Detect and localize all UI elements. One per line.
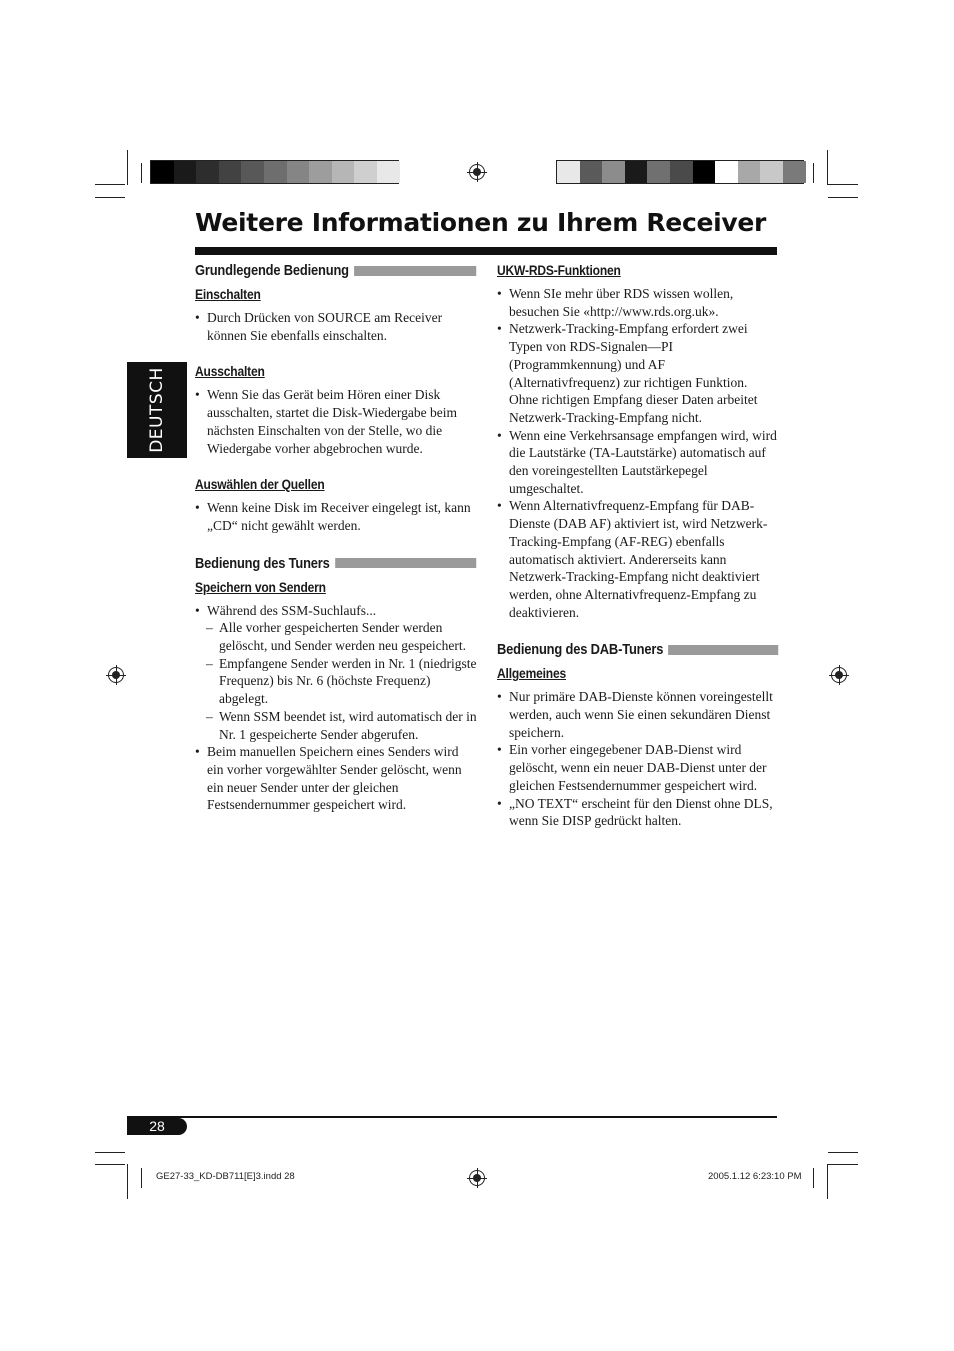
list-item: • Wenn Alternativfrequenz-Empfang für DAB-Dienste (DAB AF) aktiviert ist, wird Netzwerk-Tracking-Empfang (AF-REG) ebenfalls automatisch aktiviert. Andererseits kann Netzwerk-Tracking-Empfang nicht deaktiviert werden, ohne Alternativfrequenz-Empfang zu deaktivieren. (497, 497, 779, 621)
registration-mark-icon (469, 1170, 485, 1186)
slug-date: 2005.1.12 6:23:10 PM (708, 1171, 802, 1182)
heading-bar (668, 645, 778, 655)
color-swatch (264, 161, 287, 183)
list-item: • Wenn Sie das Gerät beim Hören einer Disk ausschalten, startet die Disk-Wiedergabe beim nächsten Einschalten von der Stelle, wo die Wiedergabe vorher abgebrochen wurde. (195, 386, 477, 457)
crop-mark (141, 163, 142, 183)
crop-mark (141, 1168, 142, 1188)
subsection-title: Speichern von Sendern (195, 578, 326, 595)
color-swatch (332, 161, 355, 183)
crop-mark (827, 1164, 828, 1199)
list-item: • Wenn eine Verkehrsansage empfangen wird, wird die Lautstärke (TA-Lautstärke) automatisch auf den voreingestellten Lautstärkepegel umgeschaltet. (497, 427, 779, 498)
subsection-title: Allgemeines (497, 665, 567, 682)
footer-rule (127, 1116, 777, 1118)
list-item: • Netzwerk-Tracking-Empfang erfordert zwei Typen von RDS-Signalen—PI (Programmkennung) und AF (Alternativfrequenz) zur richtigen Funktion. Ohne richtigen Empfang dieser Daten arbeitet Netzwerk-Tracking-Empfang nicht. (497, 320, 779, 426)
list-item: • „NO TEXT“ erscheint für den Dienst ohne DLS, wenn Sie DISP gedrückt halten. (497, 795, 779, 830)
subsection-title: Auswählen der Quellen (195, 476, 325, 493)
registration-mark-icon (469, 164, 485, 180)
dash-marker: – (206, 708, 213, 724)
list-item: • Beim manuellen Speichern eines Senders wird ein vorher vorgewählter Sender gelöscht, wenn ein neuer Sender unter der gleichen Festsendernummer gespeichert wird. (195, 743, 477, 814)
color-swatch (174, 161, 197, 183)
color-swatch (625, 161, 648, 183)
list-item: • Ein vorher eingegebener DAB-Dienst wird gelöscht, wenn ein neuer DAB-Dienst unter der gleichen Festsendernummer gespeichert wird. (497, 741, 779, 794)
sub-list-text: Alle vorher gespeicherten Sender werden gelöscht, und Sender werden neu gespeichert. (219, 620, 467, 654)
section-heading (497, 641, 778, 658)
color-swatch (557, 161, 580, 183)
crop-mark (95, 184, 125, 185)
language-tab-label: DEUTSCH (147, 367, 167, 453)
subsection-title: Ausschalten (195, 363, 265, 380)
color-swatch (377, 161, 400, 183)
color-swatch (783, 161, 806, 183)
crop-mark (813, 163, 814, 183)
page-title: Weitere Informationen zu Ihrem Receiver (195, 208, 767, 237)
sub-list-item (195, 655, 477, 708)
list-item: • Während des SSM-Suchlaufs... (195, 602, 477, 620)
crop-mark (828, 1164, 858, 1165)
color-swatch (670, 161, 693, 183)
subsection-title: UKW-RDS-Funktionen (497, 262, 621, 278)
crop-mark (95, 1152, 125, 1153)
slug-file: GE27-33_KD-DB711[E]3.indd 28 (156, 1171, 295, 1182)
sub-list-item (195, 708, 477, 743)
page-number: 28 (127, 1118, 187, 1135)
color-swatch (738, 161, 761, 183)
section-heading-text: Bedienung des DAB-Tuners (497, 641, 664, 659)
list-item: • Wenn SIe mehr über RDS wissen wollen, besuchen Sie «http://www.rds.org.uk». (497, 285, 779, 320)
left-column (195, 262, 477, 814)
crop-mark (828, 1152, 858, 1153)
registration-mark-icon (108, 667, 124, 683)
crop-mark (127, 1164, 128, 1199)
crop-mark (95, 1164, 125, 1165)
color-bar-left (150, 160, 399, 184)
crop-mark (828, 197, 858, 198)
section-heading-text: Grundlegende Bedienung (195, 262, 349, 279)
color-swatch (580, 161, 603, 183)
color-swatch (354, 161, 377, 183)
crop-mark (827, 150, 828, 185)
language-tab (127, 362, 187, 458)
color-swatch (760, 161, 783, 183)
registration-mark-icon (831, 667, 847, 683)
section-heading (195, 262, 476, 279)
heading-bar (354, 266, 476, 276)
sub-list-text: Empfangene Sender werden in Nr. 1 (niedrigste Frequenz) bis Nr. 6 (höchste Frequenz) abgelegt. (219, 655, 477, 707)
color-swatch (219, 161, 242, 183)
color-swatch (196, 161, 219, 183)
list-item: • Nur primäre DAB-Dienste können voreingestellt werden, auch wenn Sie einen sekundären Dienst speichern. (497, 688, 779, 741)
color-swatch (309, 161, 332, 183)
title-rule (195, 247, 777, 255)
right-column (497, 262, 779, 830)
color-bar-right (556, 160, 804, 184)
crop-mark (813, 1168, 814, 1188)
color-swatch (647, 161, 670, 183)
list-item: • Wenn keine Disk im Receiver eingelegt ist, kann „CD“ nicht gewählt werden. (195, 499, 477, 534)
color-swatch (602, 161, 625, 183)
crop-mark (828, 184, 858, 185)
heading-bar (335, 558, 476, 568)
sub-list-text: Wenn SSM beendet ist, wird automatisch der in Nr. 1 gespeicherte Sender abgerufen. (219, 708, 477, 742)
dash-marker: – (206, 655, 213, 671)
color-swatch (693, 161, 716, 183)
color-swatch (400, 161, 423, 183)
crop-mark (95, 197, 125, 198)
color-swatch (151, 161, 174, 183)
dash-marker: – (206, 620, 213, 636)
section-heading-text: Bedienung des Tuners (195, 554, 330, 572)
crop-mark (127, 150, 128, 185)
color-swatch (715, 161, 738, 183)
color-swatch (287, 161, 310, 183)
subsection-title: Einschalten (195, 286, 261, 302)
list-item: • Durch Drücken von SOURCE am Receiver können Sie ebenfalls einschalten. (195, 309, 477, 344)
section-heading (195, 555, 476, 572)
color-swatch (241, 161, 264, 183)
sub-list-item (195, 619, 477, 654)
